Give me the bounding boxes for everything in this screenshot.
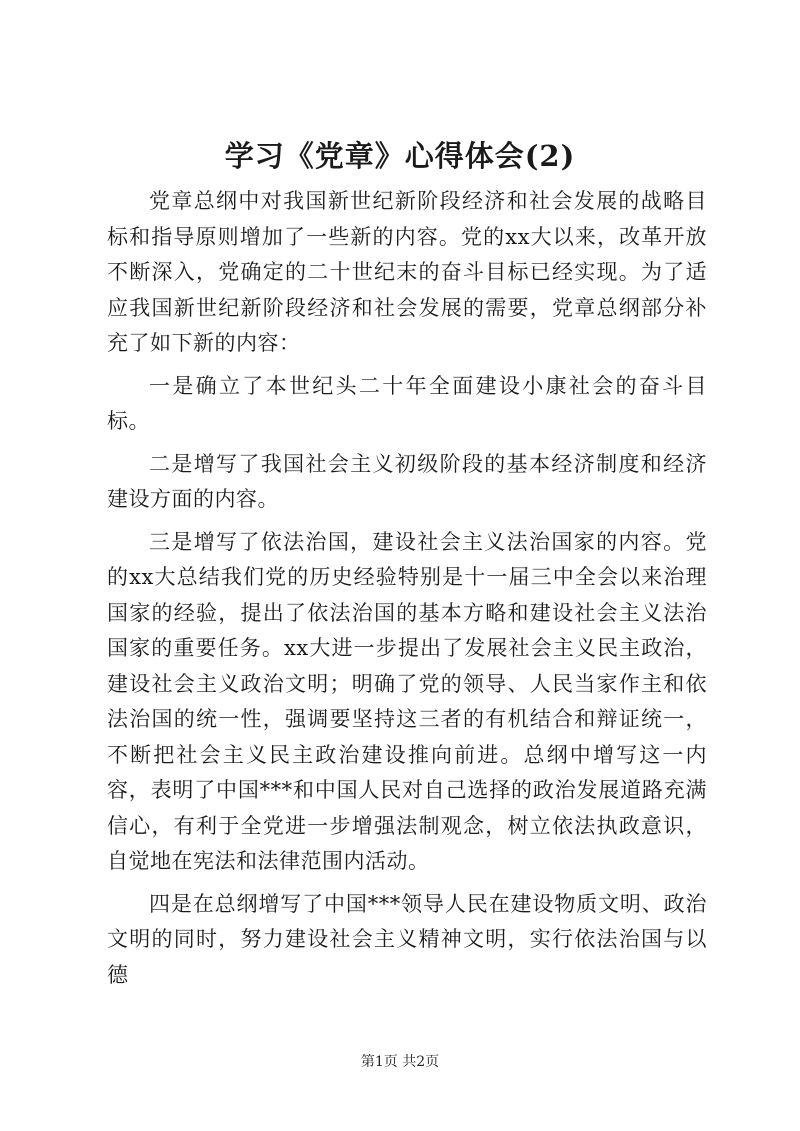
document-body <box>107 184 707 1000</box>
page-number-footer: 第1页 共2页 <box>360 1054 440 1070</box>
paragraph-point-three: 三是增写了依法治国，建设社会主义法治国家的内容。党的xx大总结我们党的历史经验特别是十一届三中全会以来治理国家的经验，提出了依法治国的基本方略和建设社会主义法治国家的重要任务。xx大进一步提出了发展社会主义民主政治，建设社会主义政治文明；明确了党的领导、人民当家作主和依法治国的统一性，强调要坚持这三者的有机结合和辩证统一，不断把社会主义民主政治建设推向前进。总纲中增写这一内容，表明了中国***和中国人民对自己选择的政治发展道路充满信心，有利于全党进一步增强法制观念，树立依法执政意识，自觉地在宪法和法律范围内活动。 <box>107 529 707 873</box>
paragraph-intro: 党章总纲中对我国新世纪新阶段经济和社会发展的战略目标和指导原则增加了一些新的内容。党的xx大以来，改革开放不断深入，党确定的二十世纪末的奋斗目标已经实现。为了适应我国新世纪新阶段经济和社会发展的需要，党章总纲部分补充了如下新的内容： <box>107 189 707 355</box>
page-title: 学习《党章》心得体会(2) <box>224 139 576 173</box>
paragraph-point-two: 二是增写了我国社会主义初级阶段的基本经济制度和经济建设方面的内容。 <box>107 451 707 511</box>
paragraph-point-four: 四是在总纲增写了中国***领导人民在建设物质文明、政治文明的同时，努力建设社会主义精神文明，实行依法治国与以德 <box>107 891 707 987</box>
paragraph-point-one: 一是确立了本世纪头二十年全面建设小康社会的奋斗目标。 <box>107 373 707 433</box>
